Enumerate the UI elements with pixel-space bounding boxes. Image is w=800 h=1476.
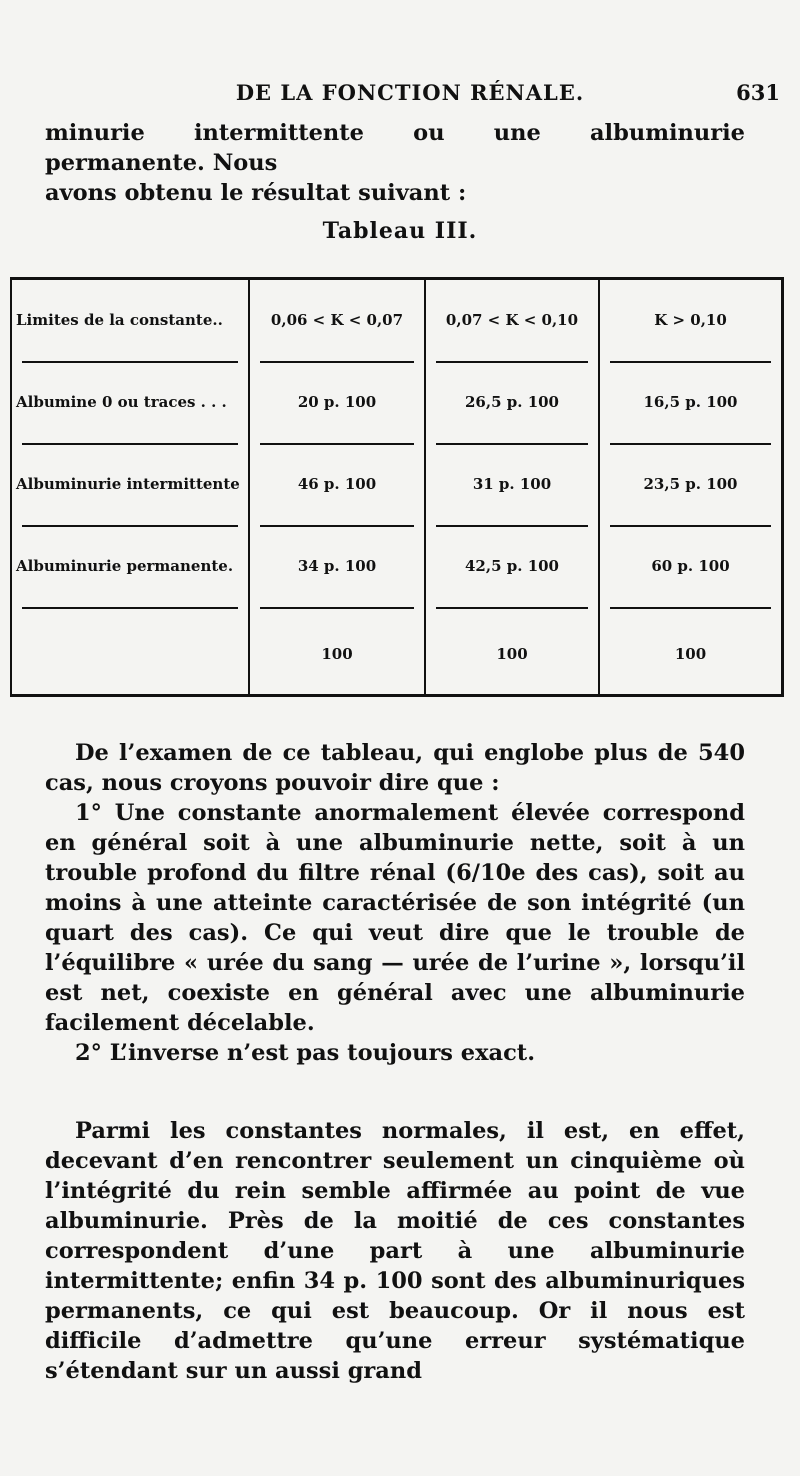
table-row [11, 361, 783, 443]
paragraph: 2° L’inverse n’est pas toujours exact. [75, 1040, 536, 1066]
header-col3: K > 0,10 [599, 279, 783, 361]
table-header-row [11, 279, 783, 361]
header-col2: 0,07 < K < 0,10 [425, 279, 599, 361]
body-text-continued [45, 1116, 745, 1386]
table-row [11, 525, 783, 607]
table-row [11, 443, 783, 525]
row-label: Albuminurie permanente. [11, 525, 249, 607]
intro-line-1: minurie intermittente ou une albuminurie permanente. Nous [45, 120, 745, 176]
row-cell: 42,5 p. 100 [425, 525, 599, 607]
intro-paragraph [45, 118, 745, 208]
table-totals-row [11, 607, 783, 695]
totals-label [11, 607, 249, 695]
row-label: Albumine 0 ou traces . . . [11, 361, 249, 443]
row-cell: 31 p. 100 [425, 443, 599, 525]
row-cell: 16,5 p. 100 [599, 361, 783, 443]
row-cell: 26,5 p. 100 [425, 361, 599, 443]
totals-cell: 100 [249, 607, 425, 695]
table-caption: Tableau III. [322, 218, 478, 244]
intro-line-2: avons obtenu le résultat suivant : [45, 180, 467, 206]
running-title: DE LA FONCTION RÉNALE. [235, 80, 585, 105]
paragraph: De l’examen de ce tableau, qui englobe plus de 540 cas, nous croyons pouvoir dire que : [45, 740, 745, 796]
row-cell: 46 p. 100 [249, 443, 425, 525]
row-cell: 23,5 p. 100 [599, 443, 783, 525]
totals-cell: 100 [599, 607, 783, 695]
row-cell: 34 p. 100 [249, 525, 425, 607]
page-header [40, 80, 780, 110]
paragraph: Parmi les constantes normales, il est, en effet, decevant d’en rencontrer seulement un cinquième où l’intégrité du rein semble affirmée au point de vue albuminurie. Près de la moitié de ces constantes correspondent d’une part à une albuminurie intermittente; enfin 34 p. 100 sont des albuminuriques permanents, ce qui est beaucoup. Or il nous est difficile d’admettre qu’une erreur systématique s’étendant sur un aussi grand [45, 1118, 745, 1384]
body-text [45, 738, 745, 1068]
header-label: Limites de la constante.. [16, 311, 223, 330]
totals-cell: 100 [425, 607, 599, 695]
row-cell: 20 p. 100 [249, 361, 425, 443]
row-label: Albuminurie intermittente [11, 443, 249, 525]
results-table [10, 277, 784, 697]
header-col1: 0,06 < K < 0,07 [249, 279, 425, 361]
row-cell: 60 p. 100 [599, 525, 783, 607]
paragraph: 1° Une constante anormalement élevée correspond en général soit à une albuminurie nette, soit à un trouble profond du filtre rénal (6/10e des cas), soit au moins à une atteinte caractérisée de son intégrité (un quart des cas). Ce qui veut dire que le trouble de l’équilibre « urée du sang — urée de l’urine », lorsqu’il est net, coexiste en général avec une albuminurie facilement décelable. [45, 800, 745, 1036]
page-number: 631 [736, 80, 780, 105]
